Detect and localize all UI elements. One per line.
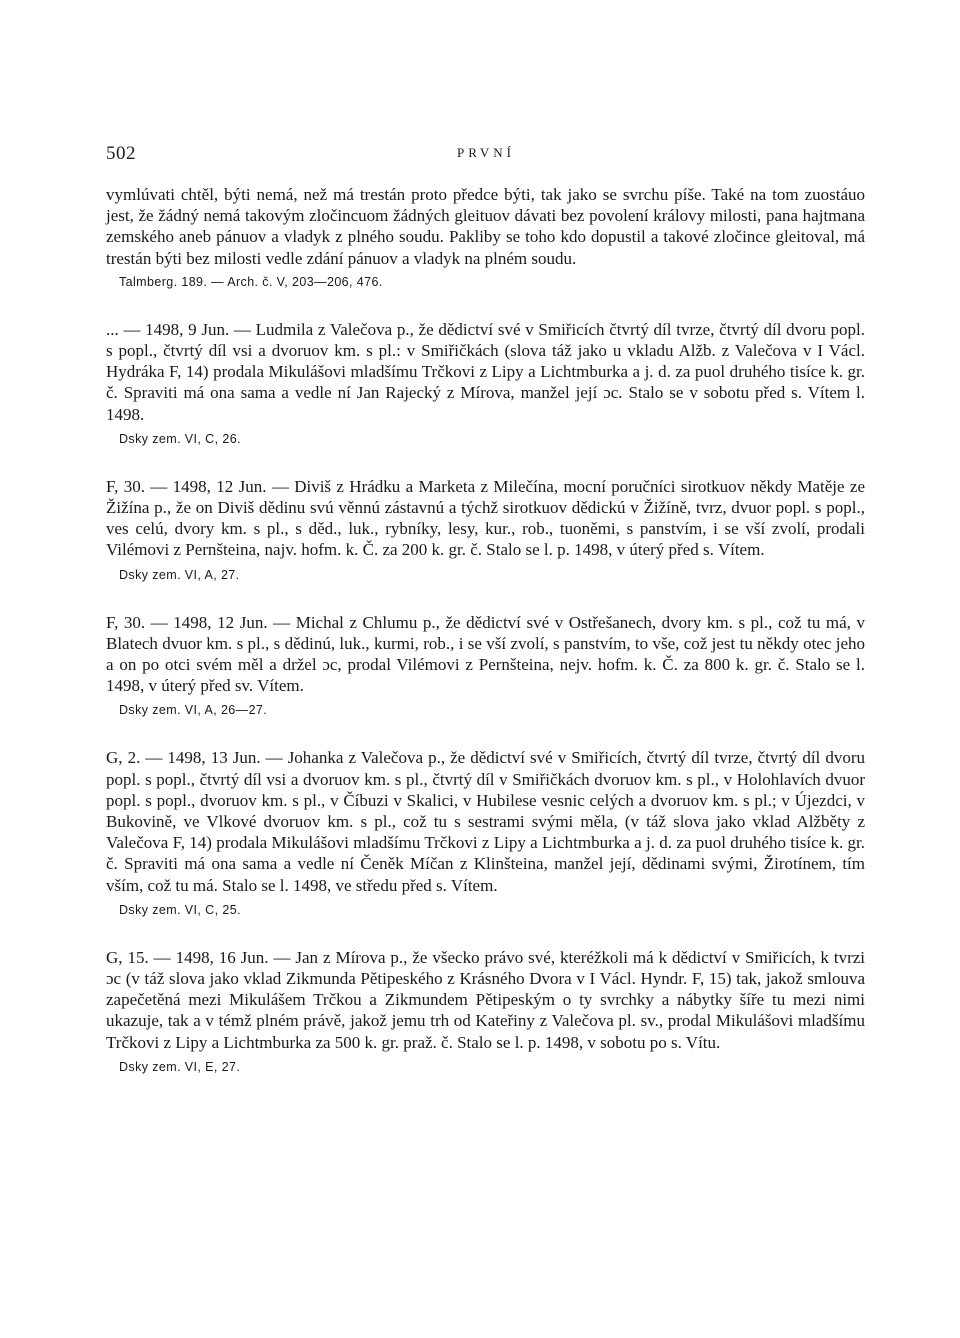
divider <box>106 449 865 476</box>
entry-text: ... — 1498, 9 Jun. — Ludmila z Valečova p., že dědictví své v Smiřicích čtvrtý díl tvrze, čtvrtý díl dvoru popl. s popl., čtvrtý díl vsi a dvoruov km. s pl.: v Smiřičkách (slova táž jako u vkladu Alžb. z Valečova v I Václ. Hydráka F, 14) prodala Mikulášovi mladšímu Trčkovi z Lipy a Lichtmburka a j. d. za puol druhého tisíce k. gr. č. Spraviti má ona sama a vedle ní Jan Rajecký z Mírova, manžel její ɔc. Stalo se v sobotu před s. Vítem l. 1498. <box>106 319 865 424</box>
page-number: 502 <box>106 143 136 164</box>
divider <box>106 585 865 612</box>
entry-source: Dsky zem. VI, A, 27. <box>119 567 240 582</box>
entry-text: F, 30. — 1498, 12 Jun. — Michal z Chlumu p., že dědictví své v Ostřešanech, dvory km. s pl., což tu má, v Blatech dvuor km. s pl., s dědinú, luk., kurmi, rob., i se vší zvolí, s panstvím, to vše, což jest tu někdy otec jeho a on po otci svém měl a držel ɔc, prodal Vilémovi z Pernšteina, nejv. hofm. k. Č. za 800 k. gr. č. Stalo se l. 1498, v úterý před sv. Vítem. <box>106 612 865 696</box>
entry-source: Dsky zem. VI, C, 26. <box>119 431 241 446</box>
page-body <box>106 184 865 1077</box>
entry-5 <box>106 747 865 919</box>
entry-text: G, 15. — 1498, 16 Jun. — Jan z Mírova p., že všecko právo své, kteréžkoli má k dědictví v Smiřicích, k tvrzi ɔc (v táž slova jako vklad Zikmunda Pětipeského z Krásného Dvora v I Václ. Hyndr. F, 15) tak, jakož smlouva zapečetěná mezi Mikulášem Trčkou a Zikmundem Pětipeským o ty svrchky a nábytky šíře tu mezi nimi ukazuje, tak a v témž plném právě, jakož jemu trh od Kateřiny z Valečova pl. sv., prodal Mikulášovi mladšímu Trčkovi z Lipy a Lichtmburka za 500 k. gr. praž. č. Stalo se l. p. 1498, v sobotu po s. Vítu. <box>106 947 865 1052</box>
entry-4 <box>106 612 865 721</box>
entry-source: Dsky zem. VI, C, 25. <box>119 902 241 917</box>
divider <box>106 720 865 747</box>
entry-text: F, 30. — 1498, 12 Jun. — Diviš z Hrádku a Marketa z Milečína, mocní poručníci sirotkuov někdy Matěje ze Žižína p., že on Diviš dědinu svú věnnú zástavnú a týchž sirotkuov dědickú v Žižíně, tvrz, dvuor popl. s popl., ves celú, dvory km. s pl., s děd., luk., rybníky, lesy, kur., rob., tuoněmi, s panstvím, i se vší zvolí, prodali Vilémovi z Pernšteina, najv. hofm. k. Č. za 200 k. gr. č. Stalo se l. p. 1498, v úterý před s. Vítem. <box>106 476 865 560</box>
page-header <box>106 143 866 167</box>
entry-3 <box>106 476 865 585</box>
entry-source: Dsky zem. VI, E, 27. <box>119 1059 241 1074</box>
divider <box>106 292 865 319</box>
entry-1 <box>106 184 865 292</box>
entry-6 <box>106 947 865 1077</box>
entry-text: G, 2. — 1498, 13 Jun. — Johanka z Valečova p., že dědictví své v Smiřicích, čtvrtý díl tvrze, čtvrtý díl dvoru popl. s popl., čtvrtý díl vsi a dvoruov km. s pl., čtvrtý díl v Smiřičkách dvoruov km. s pl., v Holohlavích dvuor popl. s popl., dvoruov km. s pl., v Číbuzi v Skalici, v Hubilese vesnic celých a dvoruov km. s pl.; v Újezdci, v Bukovině, ve Vlkové dvoruov km. s pl., což tu s sestrami svými měla, (v táž slova jako vklad Alžběty z Valečova F, 14) prodala Mikulášovi mladšímu Trčkovi z Lipy a Lichtmburka a j. d. za puol druhého tisíce k. gr. č. Spraviti má ona sama a vedle ní Čeněk Míčan z Klinšteina, manžel její, dědinami svými, Žirotínem, tím vším, což tu má. Stalo se l. 1498, ve středu před s. Vítem. <box>106 748 865 895</box>
divider <box>106 920 865 947</box>
entry-source: Talmberg. 189. — Arch. č. V, 203—206, 476. <box>119 274 383 289</box>
entry-2 <box>106 319 865 449</box>
running-title: PRVNÍ <box>457 145 515 160</box>
entry-source: Dsky zem. VI, A, 26—27. <box>119 703 268 718</box>
entry-text: vymlúvati chtěl, býti nemá, než má trestán proto předce býti, tak jako se svrchu píše. Také na tom zuostáuo jest, že žádný nemá takovým zločincuom žádných gleituov dávati bez povolení královy milosti, pana hajtmana zemského aneb pánuov a vladyk z plného soudu. Pakliby se toho kdo dopustil a takové zločince gleitoval, má trestán býti bez milosti vedle zdání pánuov a vladyk na plném soudu. <box>106 185 865 268</box>
